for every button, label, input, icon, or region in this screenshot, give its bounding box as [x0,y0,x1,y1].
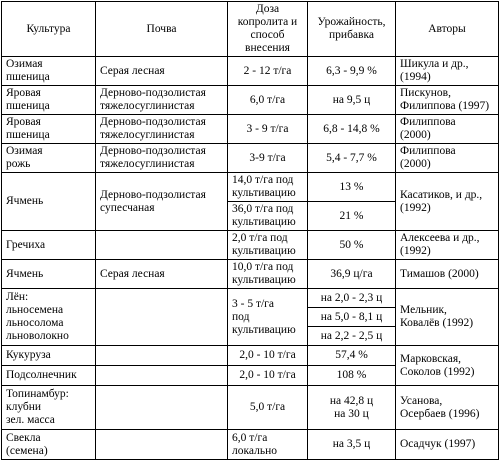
authors-cell: Тимашов (2000) [396,260,499,289]
yield-cell: 13 % [308,173,396,202]
yield-cell: на 42,8 ц на 30 ц [308,386,396,430]
yield-table [1,1,499,460]
header-yield: Урожайность, прибавка [308,2,396,57]
soil-cell [96,231,228,260]
culture-cell: Свекла (семена) [2,430,96,460]
soil-cell: Серая лесная [96,260,228,289]
dose-cell: 36,0 т/га под культивацию [228,202,308,231]
culture-cell: Ячмень [2,173,96,231]
table-row [2,231,499,260]
authors-cell: Касатиков, и др., (1992) [396,173,499,231]
culture-cell: Подсолнечник [2,366,96,386]
yield-cell: 6,8 - 14,8 % [308,115,396,144]
culture-cell: Гречиха [2,231,96,260]
soil-cell [96,289,228,346]
culture-cell: Топинамбур: клубни зел. масса [2,386,96,430]
soil-cell [96,366,228,386]
culture-cell: Лён: льносемена льносолома льноволокно [2,289,96,346]
soil-cell [96,430,228,460]
dose-cell: 14,0 т/га под культивацию [228,173,308,202]
soil-cell: Дерново-подзолистая тяжелосуглинистая [96,115,228,144]
culture-cell: Кукуруза [2,346,96,366]
yield-cell: 50 % [308,231,396,260]
dose-cell: 2 - 12 т/га [228,57,308,86]
table-row [2,260,499,289]
soil-cell: Дерново-подзолистая тяжелосуглинистая [96,86,228,115]
authors-cell: Филиппова (2000) [396,144,499,173]
yield-cell: на 9,5 ц [308,86,396,115]
table-row [2,115,499,144]
dose-cell: 3 - 5 т/га под культивацию [228,289,308,346]
yield-cell: на 2,0 - 2,3 ц [308,289,396,308]
header-authors: Авторы [396,2,499,57]
dose-cell: 2,0 т/га под культивацию [228,231,308,260]
yield-cell: 108 % [308,366,396,386]
dose-cell: 2,0 - 10 т/га [228,366,308,386]
authors-cell: Мельник, Ковалёв (1992) [396,289,499,346]
culture-cell: Яровая пшеница [2,115,96,144]
yield-cell: 5,4 - 7,7 % [308,144,396,173]
table-row [2,289,499,308]
authors-cell: Осадчук (1997) [396,430,499,460]
dose-cell: 6,0 т/га [228,86,308,115]
dose-cell: 3 - 9 т/га [228,115,308,144]
dose-cell: 5,0 т/га [228,386,308,430]
table-row [2,57,499,86]
table-row [2,346,499,366]
table-row [2,430,499,460]
soil-cell [96,346,228,366]
yield-cell: 57,4 % [308,346,396,366]
dose-cell: 6,0 т/га локально [228,430,308,460]
yield-cell: на 2,2 - 2,5 ц [308,327,396,346]
table-row [2,86,499,115]
soil-cell: Серая лесная [96,57,228,86]
yield-cell: 6,3 - 9,9 % [308,57,396,86]
dose-cell: 2,0 - 10 т/га [228,346,308,366]
authors-cell: Алексеева и др., (1992) [396,231,499,260]
header-culture: Культура [2,2,96,57]
yield-cell: на 3,5 ц [308,430,396,460]
table-row [2,173,499,202]
soil-cell: Дерново-подзолистая тяжелосуглинистая [96,144,228,173]
culture-cell: Яровая пшеница [2,86,96,115]
header-row [2,2,499,57]
authors-cell: Марковская, Соколов (1992) [396,346,499,386]
authors-cell: Филиппова (2000) [396,115,499,144]
table-row [2,386,499,430]
soil-cell [96,386,228,430]
header-soil: Почва [96,2,228,57]
yield-cell: 36,9 ц/га [308,260,396,289]
yield-cell: 21 % [308,202,396,231]
table-row [2,144,499,173]
yield-cell: на 5,0 - 8,1 ц [308,308,396,327]
header-dose: Доза копролита и способ внесения [228,2,308,57]
dose-cell: 10,0 т/га под культивацию [228,260,308,289]
culture-cell: Озимая пшеница [2,57,96,86]
authors-cell: Шикула и др., (1994) [396,57,499,86]
soil-cell: Дерново-подзолистая супесчаная [96,173,228,231]
culture-cell: Озимая рожь [2,144,96,173]
culture-cell: Ячмень [2,260,96,289]
dose-cell: 3-9 т/га [228,144,308,173]
authors-cell: Пискунов, Филиппова (1997) [396,86,499,115]
authors-cell: Усанова, Осербаев (1996) [396,386,499,430]
